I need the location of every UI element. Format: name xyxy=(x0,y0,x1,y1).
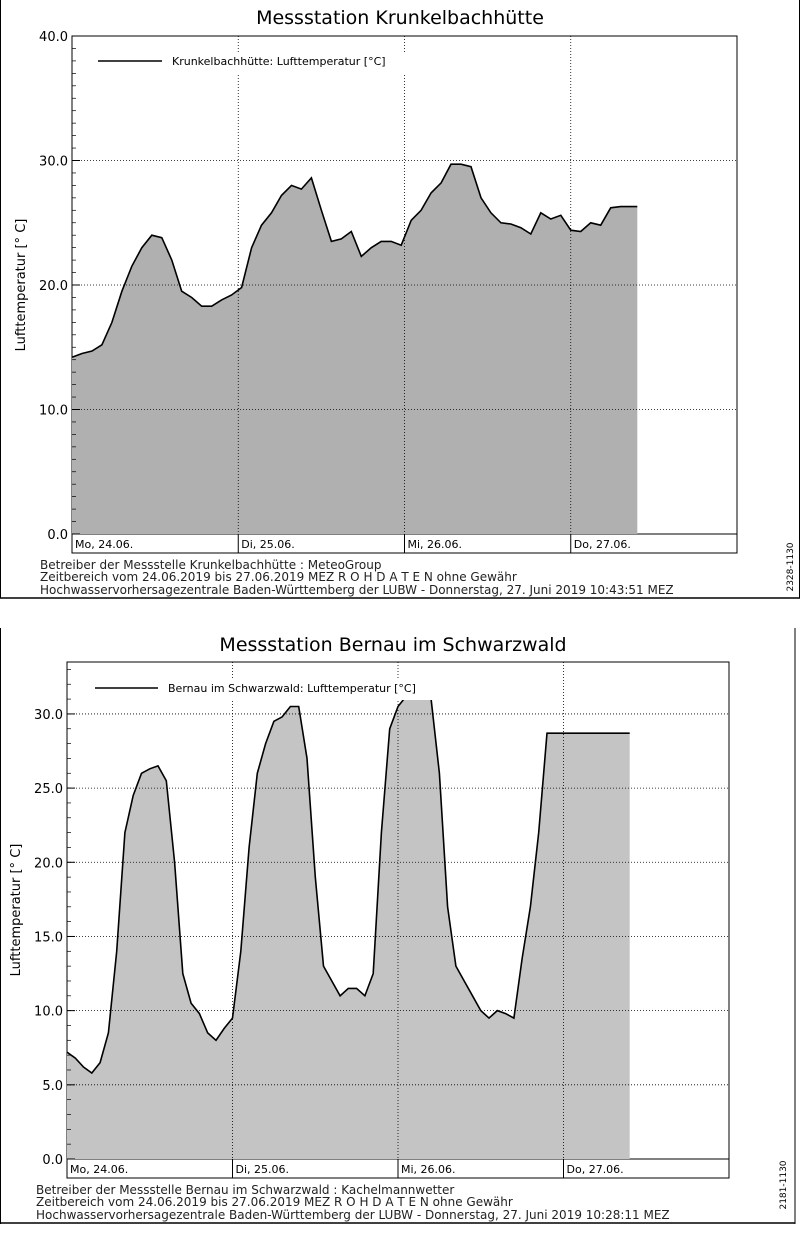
legend-label: Bernau im Schwarzwald: Lufttemperatur [°C] xyxy=(168,682,416,695)
x-day-label: Mo, 24.06. xyxy=(75,538,134,551)
chart-title: Messstation Bernau im Schwarzwald xyxy=(219,634,567,656)
x-day-label: Di, 25.06. xyxy=(241,538,295,551)
footer-line-3: Hochwasservorhersagezentrale Baden-Württemberg der LUBW - Donnerstag, 27. Juni 2019 10:28:11 MEZ xyxy=(36,1208,670,1222)
legend xyxy=(92,52,408,74)
y-tick-label: 25.0 xyxy=(34,782,63,798)
x-day-label: Do, 27.06. xyxy=(573,538,631,551)
footer-line-1: Betreiber der Messstelle Krunkelbachhütte : MeteoGroup xyxy=(40,558,382,572)
footer-line-1: Betreiber der Messstelle Bernau im Schwarzwald : Kachelmannwetter xyxy=(36,1183,455,1197)
chart-bernau xyxy=(9,634,789,1222)
x-day-label: Mi, 26.06. xyxy=(407,538,463,551)
y-tick-label: 30.0 xyxy=(34,707,63,723)
x-day-label: Di, 25.06. xyxy=(235,1163,290,1176)
side-id: 2328-1130 xyxy=(786,542,796,592)
side-id: 2181-1130 xyxy=(779,1160,789,1210)
y-tick-label: 40.0 xyxy=(39,30,68,45)
legend-label: Krunkelbachhütte: Lufttemperatur [°C] xyxy=(172,55,386,68)
y-tick-label: 10.0 xyxy=(39,403,68,419)
y-tick-label: 10.0 xyxy=(34,1004,63,1020)
x-day-label: Mi, 26.06. xyxy=(401,1163,456,1176)
y-tick-label: 20.0 xyxy=(39,279,68,294)
x-day-label: Do, 27.06. xyxy=(566,1163,624,1176)
y-tick-label: 0.0 xyxy=(42,1153,63,1168)
y-tick-label: 30.0 xyxy=(39,154,68,170)
chart-krunkelbachhuette xyxy=(14,7,796,597)
y-tick-label: 0.0 xyxy=(47,528,68,543)
x-day-label: Mo, 24.06. xyxy=(70,1163,129,1176)
y-tick-label: 5.0 xyxy=(42,1078,63,1094)
legend xyxy=(89,678,439,700)
footer-line-2: Zeitbereich vom 24.06.2019 bis 27.06.2019 MEZ R O H D A T E N ohne Gewähr xyxy=(40,570,517,584)
y-axis-label: Lufttemperatur [° C] xyxy=(9,843,24,977)
footer-line-2: Zeitbereich vom 24.06.2019 bis 27.06.2019 MEZ R O H D A T E N ohne Gewähr xyxy=(36,1195,513,1209)
footer-line-3: Hochwasservorhersagezentrale Baden-Württemberg der LUBW - Donnerstag, 27. Juni 2019 10:43:51 MEZ xyxy=(40,583,674,597)
chart-title: Messstation Krunkelbachhütte xyxy=(256,7,544,29)
y-tick-label: 20.0 xyxy=(34,856,63,872)
y-tick-label: 15.0 xyxy=(34,930,63,946)
y-axis-label: Lufttemperatur [° C] xyxy=(14,218,29,352)
